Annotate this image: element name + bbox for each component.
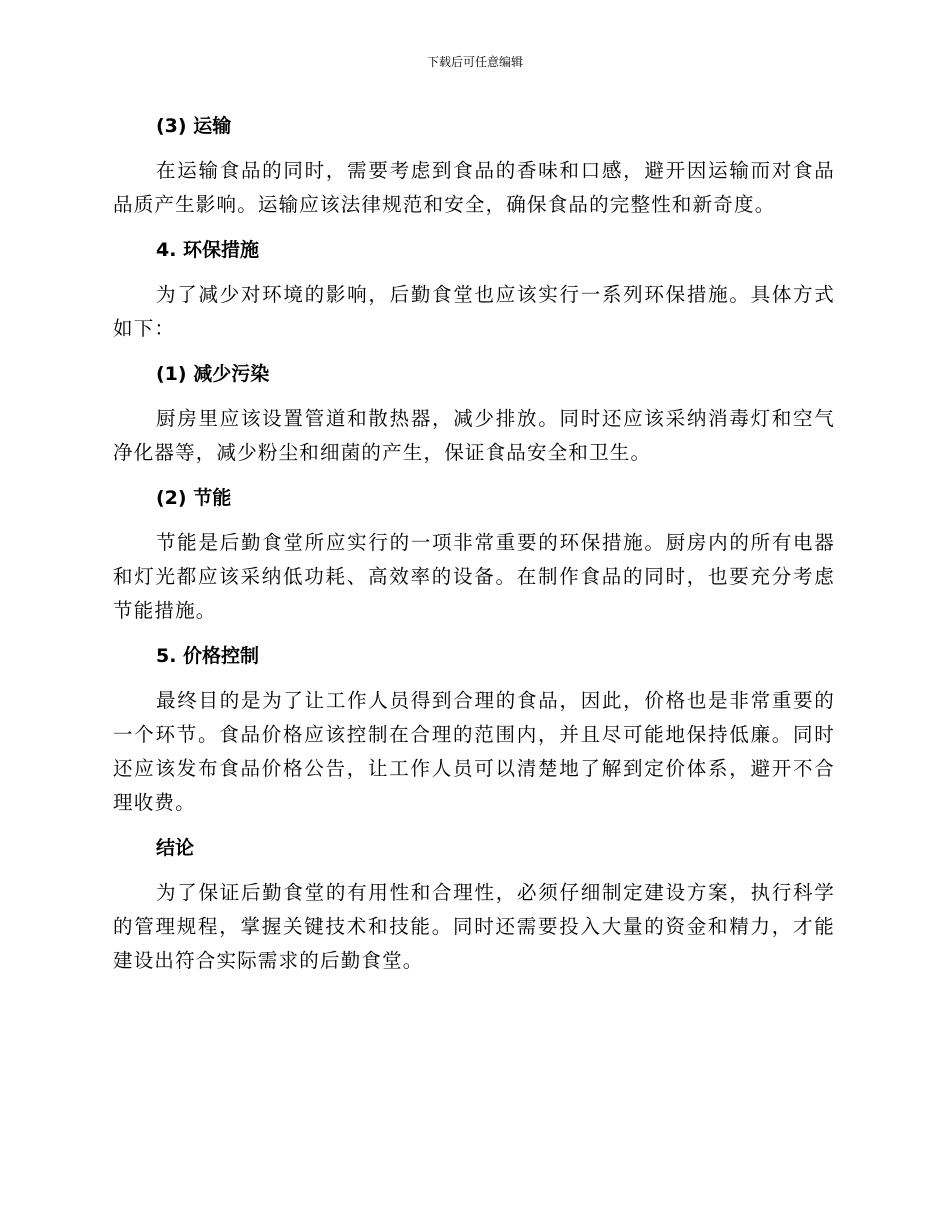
paragraph-reduce-pollution: 厨房里应该设置管道和散热器，减少排放。同时还应该采纳消毒灯和空气净化器等，减少粉尘和细菌的产生，保证食品安全和卫生。 [113, 407, 835, 464]
paragraph-price-control: 最终目的是为了让工作人员得到合理的食品，因此，价格也是非常重要的一个环节。食品价格应该控制在合理的范围内，并且尽可能地保持低廉。同时还应该发布食品价格公告，让工作人员可以清楚地了解到定价体系，避开不合理收费。 [113, 689, 835, 814]
section-heading-energy-saving: (2) 节能 [156, 487, 232, 509]
section-heading-price-control: 5. 价格控制 [156, 645, 260, 667]
section-heading-environment: 4. 环保措施 [156, 239, 260, 261]
section-heading-transport: (3) 运输 [156, 115, 232, 137]
section-heading-conclusion: 结论 [156, 837, 195, 859]
section-heading-reduce-pollution: (1) 减少污染 [156, 363, 270, 385]
paragraph-environment: 为了减少对环境的影响，后勤食堂也应该实行一系列环保措施。具体方式如下： [113, 283, 835, 340]
paragraph-conclusion: 为了保证后勤食堂的有用性和合理性，必须仔细制定建设方案，执行科学的管理规程，掌握关键技术和技能。同时还需要投入大量的资金和精力，才能建设出符合实际需求的后勤食堂。 [113, 881, 835, 972]
document-body [113, 110, 835, 990]
page-header: 下载后可任意编辑 [426, 55, 523, 69]
paragraph-energy-saving: 节能是后勤食堂所应实行的一项非常重要的环保措施。厨房内的所有电器和灯光都应该采纳低功耗、高效率的设备。在制作食品的同时，也要充分考虑节能措施。 [113, 531, 835, 622]
paragraph-transport: 在运输食品的同时，需要考虑到食品的香味和口感，避开因运输而对食品品质产生影响。运输应该法律规范和安全，确保食品的完整性和新奇度。 [113, 159, 835, 216]
